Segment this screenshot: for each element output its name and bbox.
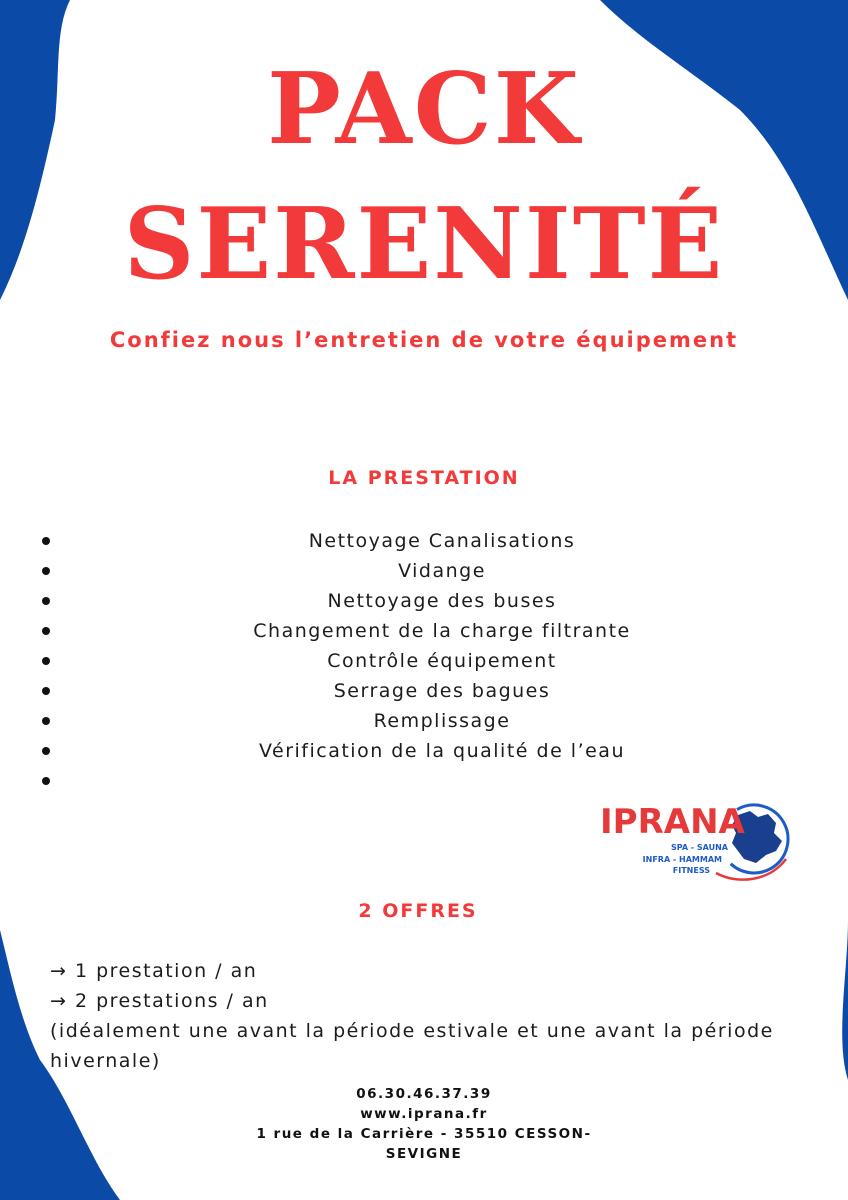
- bullet-icon: [42, 537, 50, 545]
- bullet-icon: [42, 747, 50, 755]
- contact-address-line-1: 1 rue de la Carrière - 35510 CESSON-: [256, 1126, 592, 1142]
- list-item: [0, 616, 848, 646]
- bullet-icon: [42, 567, 50, 575]
- logo-line-3: FITNESS: [672, 866, 710, 875]
- offer-note: (idéalement une avant la période estivale et une avant la période hivernale): [50, 1020, 774, 1072]
- title-line-1: PACK: [267, 52, 581, 167]
- contact-address-line-2: SEVIGNE: [385, 1146, 463, 1162]
- bullet-icon: [42, 627, 50, 635]
- bullet-icon: [42, 657, 50, 665]
- list-item: [0, 526, 848, 556]
- contact-website: www.iprana.fr: [360, 1106, 488, 1122]
- list-item: [0, 646, 848, 676]
- iprana-logo: [598, 793, 790, 885]
- contact-phone: 06.30.46.37.39: [356, 1086, 492, 1102]
- list-item: [0, 676, 848, 706]
- list-item-label: Vidange: [398, 560, 486, 582]
- offers-list: [50, 956, 790, 1076]
- list-item-label: Remplissage: [373, 710, 511, 732]
- offer-option-2: → 2 prestations / an: [50, 990, 269, 1012]
- logo-brand: IPRANA: [600, 802, 745, 842]
- service-list: [0, 526, 848, 796]
- list-item: [0, 706, 848, 736]
- list-item: [0, 556, 848, 586]
- logo-line-2: INFRA - HAMMAM: [642, 855, 722, 864]
- prestation-heading: LA PRESTATION: [328, 467, 520, 489]
- offers-heading: 2 OFFRES: [358, 900, 478, 922]
- bullet-icon: [42, 687, 50, 695]
- list-item: [0, 586, 848, 616]
- list-item: [0, 766, 848, 796]
- title-line-2: SERENITÉ: [123, 187, 725, 302]
- list-item-label: Nettoyage des buses: [327, 590, 557, 612]
- list-item-label: Serrage des bagues: [333, 680, 551, 702]
- list-item-label: Nettoyage Canalisations: [308, 530, 576, 552]
- subtitle: Confiez nous l’entretien de votre équipement: [109, 328, 739, 352]
- list-item-label: Contrôle équipement: [327, 650, 557, 672]
- offer-option-1: → 1 prestation / an: [50, 960, 258, 982]
- list-item: [0, 736, 848, 766]
- bullet-icon: [42, 597, 50, 605]
- list-item-label: Vérification de la qualité de l’eau: [258, 740, 625, 762]
- bullet-icon: [42, 717, 50, 725]
- list-item-label: Changement de la charge filtrante: [253, 620, 631, 642]
- contact-block: [0, 1084, 848, 1164]
- logo-swoosh: [716, 859, 786, 880]
- bullet-icon: [42, 777, 50, 785]
- logo-line-1: SPA - SAUNA: [670, 843, 728, 852]
